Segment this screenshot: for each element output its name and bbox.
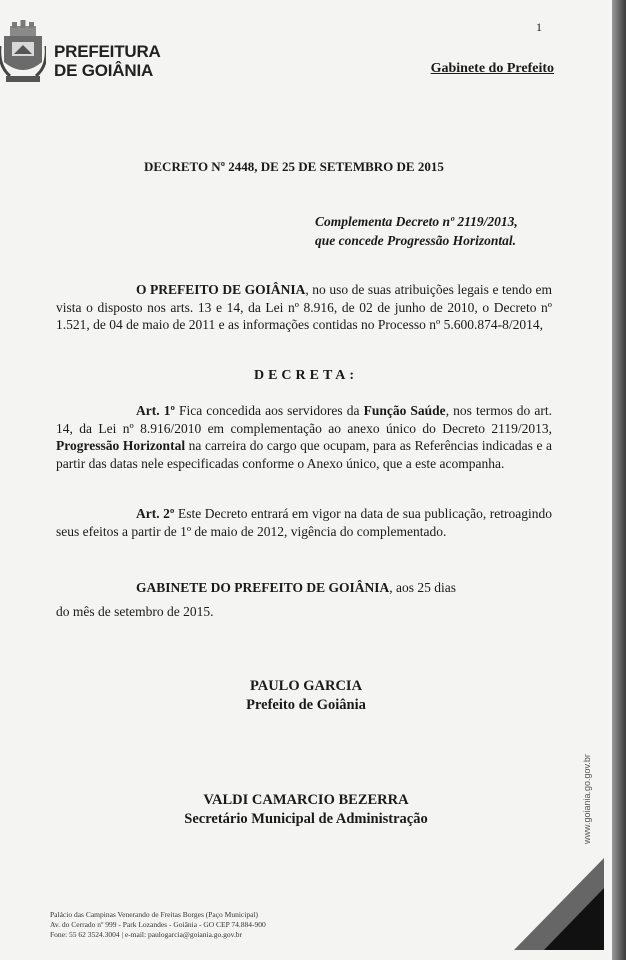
summary-line-1: Complementa Decreto nº 2119/2013, bbox=[315, 214, 518, 229]
article-1-text-a: Fica concedida aos servidores da bbox=[174, 403, 364, 418]
article-2-label: Art. 2º bbox=[136, 506, 175, 521]
website-vertical: www.goiania.go.gov.br bbox=[582, 754, 592, 844]
signature-name: VALDI CAMARCIO BEZERRA bbox=[203, 792, 409, 808]
footer-line-1: Palácio das Campinas Venerando de Freitas Borges (Paço Municipal) bbox=[50, 910, 259, 919]
signature-mayor bbox=[0, 677, 612, 715]
summary-line-2: que concede Progressão Horizontal. bbox=[315, 233, 516, 248]
page-number: 1 bbox=[536, 20, 542, 34]
article-1-text-c: na carreira do cargo que ocupam, para as Referências indicadas e a partir das datas nele especificadas conforme o Anexo único, que a este acompanha. bbox=[56, 438, 553, 471]
article-1-bold-a: Função Saúde bbox=[363, 403, 446, 418]
article-1-label: Art. 1º bbox=[136, 403, 175, 418]
signature-name: PAULO GARCIA bbox=[249, 678, 363, 694]
signature-role: Secretário Municipal de Administração bbox=[184, 811, 428, 827]
decree-title: DECRETO Nº 2448, DE 25 DE SETEMBRO DE 2015 bbox=[144, 159, 444, 174]
signature-role: Prefeito de Goiânia bbox=[246, 697, 366, 713]
article-1-text-b: , nos termos do art. 14, da Lei nº 8.916/2010 em complementação ao anexo único do Decreto 2119/2013, bbox=[56, 403, 552, 436]
article-1 bbox=[56, 402, 552, 472]
brand-line-2: DE GOIÂNIA bbox=[54, 61, 154, 80]
closing-office: GABINETE DO PREFEITO DE GOIÂNIA bbox=[136, 580, 390, 595]
footer-line-2: Av. do Cerrado nº 999 - Park Lozandes - Goiânia - GO CEP 74.884-900 bbox=[50, 920, 266, 929]
corner-triangle-graphic bbox=[514, 858, 604, 950]
closing-paragraph bbox=[56, 579, 552, 597]
brand-wordmark bbox=[54, 42, 161, 80]
city-coat-of-arms-logo bbox=[0, 16, 46, 88]
decree-summary bbox=[315, 212, 518, 250]
preamble-text: , no uso de suas atribuições legais e tendo em vista o disposto nos arts. 13 e 14, da Lei nº 8.916, de 02 de junho de 2010, o Decreto nº 1.521, de 04 de maio de 2011 e as informações contidas no Processo nº 5.600.874-8/2014, bbox=[56, 282, 552, 332]
footer-address bbox=[50, 910, 266, 940]
signature-secretary bbox=[0, 791, 612, 829]
decreta-heading: DECRETA: bbox=[253, 368, 359, 383]
article-2-text: Este Decreto entrará em vigor na data de sua publicação, retroagindo seus efeitos a partir de 1º de maio de 2012, vigência do complementado. bbox=[56, 506, 552, 539]
page-edge-shadow bbox=[612, 0, 626, 960]
preamble-subject: O PREFEITO DE GOIÂNIA bbox=[136, 282, 306, 297]
office-heading: Gabinete do Prefeito bbox=[430, 61, 554, 76]
preamble-paragraph bbox=[56, 281, 552, 334]
closing-text: , aos 25 dias bbox=[389, 580, 457, 595]
brand-line-1: PREFEITURA bbox=[54, 42, 161, 61]
closing-date: do mês de setembro de 2015. bbox=[56, 604, 214, 619]
footer-line-3: Fone: 55 62 3524.3004 | e-mail: paulogarcia@goiania.go.gov.br bbox=[50, 930, 243, 939]
article-1-bold-b: Progressão Horizontal bbox=[56, 438, 186, 453]
article-2 bbox=[56, 505, 552, 540]
